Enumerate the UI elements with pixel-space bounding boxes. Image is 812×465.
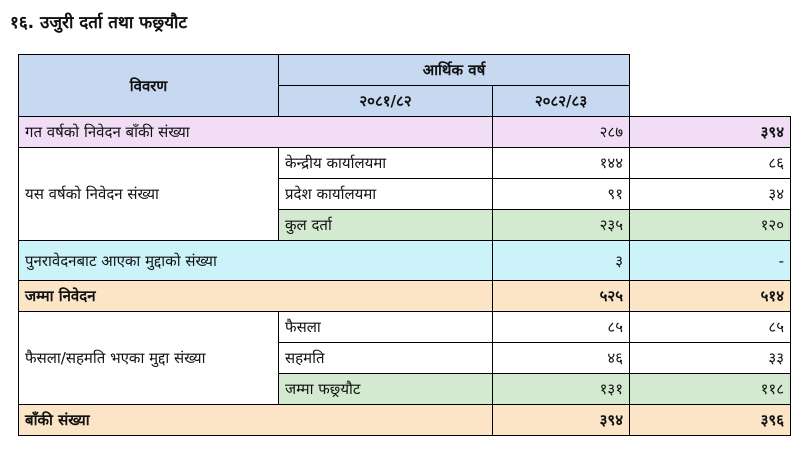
row-label: पुनरावेदनबाट आएका मुद्दाको संख्या — [19, 241, 493, 281]
table-row — [19, 117, 791, 148]
table-row — [19, 148, 791, 179]
row-value: ५१४ — [630, 281, 791, 312]
sub-label: सहमति — [279, 343, 493, 374]
row-value: - — [630, 241, 791, 281]
sub-label: प्रदेश कार्यालयमा — [279, 179, 493, 210]
table-row — [19, 281, 791, 312]
row-value: ३ — [493, 241, 630, 281]
row-value: १२० — [630, 210, 791, 241]
row-value: ३४ — [630, 179, 791, 210]
row-value: १४४ — [493, 148, 630, 179]
table-row — [19, 241, 791, 281]
row-value: २८७ — [493, 117, 630, 148]
row-value: ८६ — [630, 148, 791, 179]
row-value: १३१ — [493, 374, 630, 405]
row-label: बाँकी संख्या — [19, 405, 493, 436]
sub-label: जम्मा फछ्र्यौट — [279, 374, 493, 405]
sub-label: कुल दर्ता — [279, 210, 493, 241]
row-value: ३९४ — [630, 117, 791, 148]
header-fiscal-year: आर्थिक वर्ष — [279, 55, 630, 86]
row-value: ११८ — [630, 374, 791, 405]
row-value: ८५ — [493, 312, 630, 343]
complaint-table — [18, 54, 791, 436]
header-description: विवरण — [19, 55, 279, 117]
table-row — [19, 405, 791, 436]
table-row — [19, 312, 791, 343]
row-label: गत वर्षको निवेदन बाँकी संख्या — [19, 117, 493, 148]
row-value: २३५ — [493, 210, 630, 241]
page-title: १६. उजुरी दर्ता तथा फछ्र्यौट — [10, 13, 188, 33]
row-label: फैसला/सहमति भएका मुद्दा संख्या — [19, 312, 279, 405]
header-year-2: २०८२/८३ — [493, 86, 630, 117]
row-label: जम्मा निवेदन — [19, 281, 493, 312]
row-value: ५२५ — [493, 281, 630, 312]
row-value: ४६ — [493, 343, 630, 374]
row-value: ९१ — [493, 179, 630, 210]
row-value: ३३ — [630, 343, 791, 374]
header-year-1: २०८१/८२ — [279, 86, 493, 117]
sub-label: केन्द्रीय कार्यालयमा — [279, 148, 493, 179]
row-value: ८५ — [630, 312, 791, 343]
row-value: ३९६ — [630, 405, 791, 436]
sub-label: फैसला — [279, 312, 493, 343]
row-value: ३९४ — [493, 405, 630, 436]
row-label: यस वर्षको निवेदन संख्या — [19, 148, 279, 241]
